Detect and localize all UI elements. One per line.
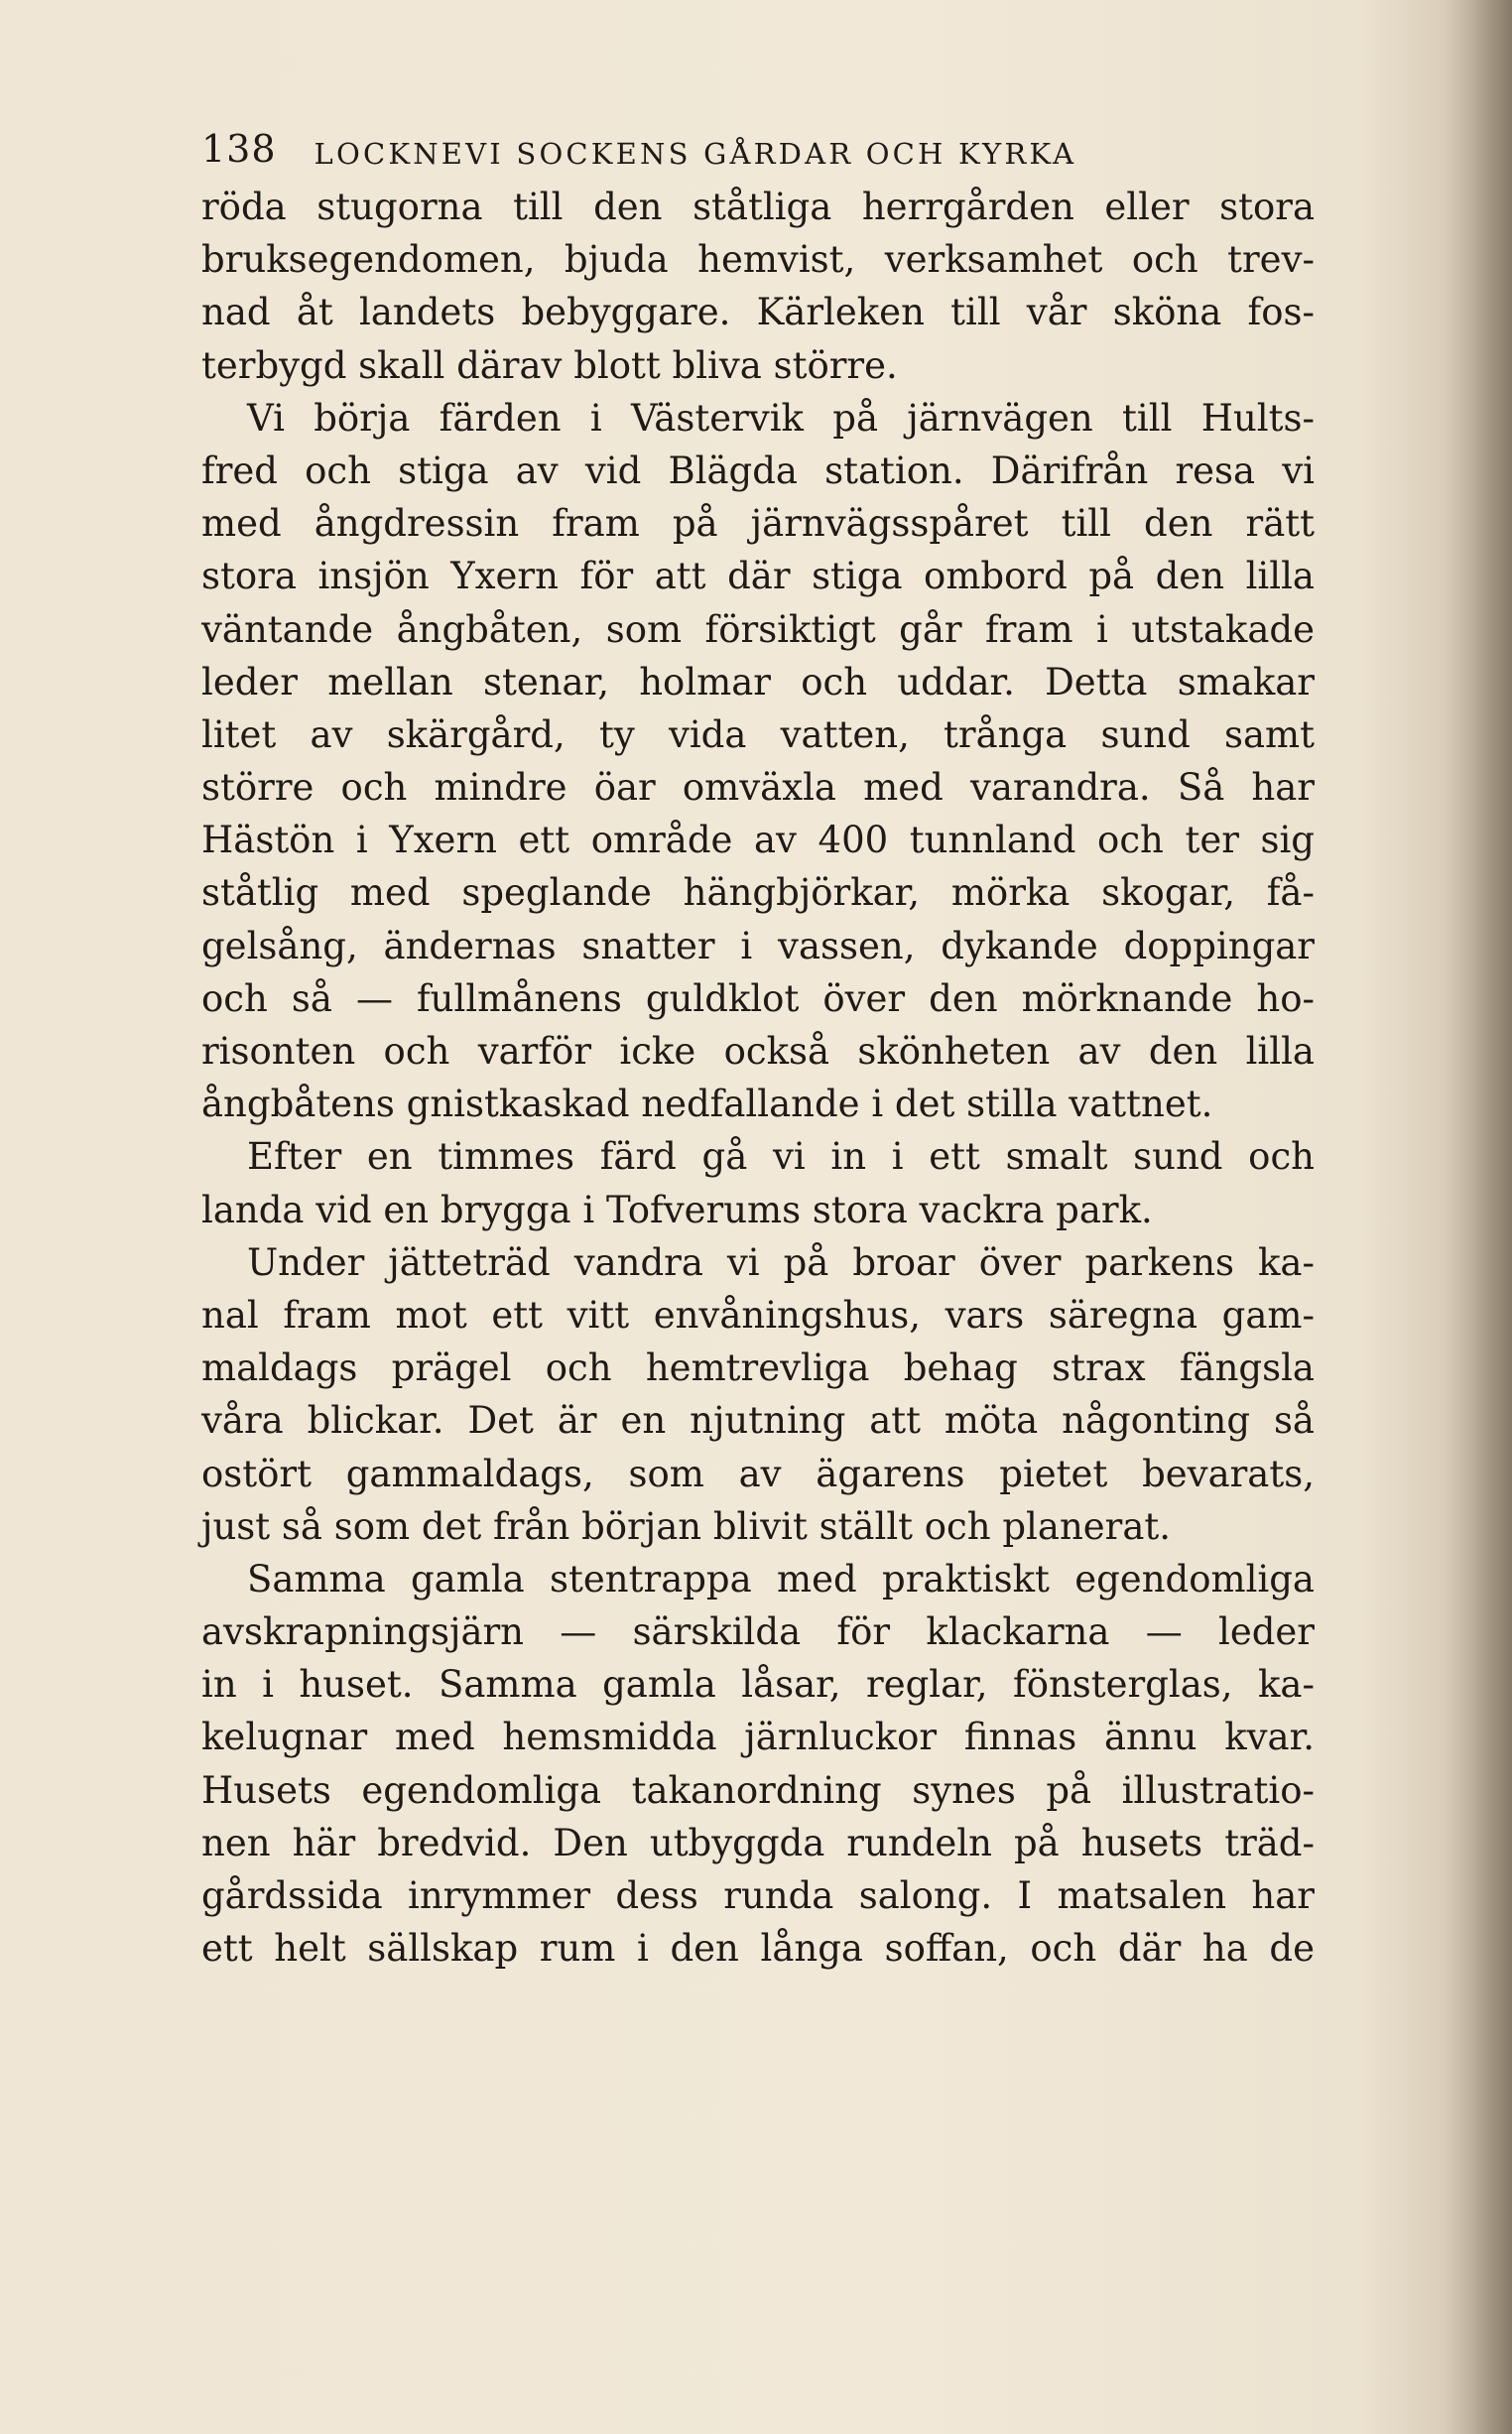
text-line: landa vid en brygga i Tofverums stora vackra park. — [201, 1188, 1153, 1231]
text-line: just så som det från början blivit ställt och planerat. — [201, 1504, 1172, 1548]
text-line: ångbåtens gnistkaskad nedfallande i det stilla vattnet. — [201, 1083, 1213, 1126]
text-line: risonten och varför icke också skönheten av den lilla — [201, 1030, 1315, 1073]
text-block — [201, 95, 1315, 1975]
page-number: 138 — [201, 127, 277, 171]
text-line: med ångdressin fram på järnvägsspåret till den rätt — [201, 502, 1315, 546]
text-line: nad åt landets bebyggare. Kärleken till vår sköna fos- — [201, 291, 1315, 334]
text-line: gårdssida inrymmer dess runda salong. I matsalen har — [201, 1874, 1315, 1917]
text-line: stora insjön Yxern för att där stiga ombord på den lilla — [201, 555, 1315, 598]
text-line: bruksegendomen, bjuda hemvist, verksamhet och trev- — [201, 238, 1315, 282]
text-line: nal fram mot ett vitt envåningshus, vars säregna gam- — [201, 1293, 1315, 1337]
running-head — [201, 95, 1315, 171]
text-line: leder mellan stenar, holmar och uddar. Detta smakar — [201, 660, 1315, 704]
text-line: avskrapningsjärn — särskilda för klackarna — leder — [201, 1610, 1315, 1654]
text-line: ostört gammaldags, som av ägarens pietet bevarats, — [201, 1452, 1315, 1495]
text-line: in i huset. Samma gamla låsar, reglar, fönsterglas, ka- — [201, 1663, 1315, 1707]
text-line: större och mindre öar omväxla med varandra. Så har — [201, 766, 1315, 810]
text-line: gelsång, ändernas snatter i vassen, dykande doppingar — [201, 924, 1315, 967]
text-line: väntande ångbåten, som försiktigt går fram i utstakade — [201, 607, 1315, 651]
paragraph-start-line: Vi börja färden i Västervik på järnvägen till Hults- — [247, 396, 1315, 440]
paragraph-start-line: Under jätteträd vandra vi på broar över parkens ka- — [247, 1240, 1315, 1284]
text-line: ståtlig med speglande hängbjörkar, mörka skogar, få- — [201, 871, 1315, 915]
text-line: litet av skärgård, ty vida vatten, trånga sund samt — [201, 712, 1315, 756]
text-line: Hästön i Yxern ett område av 400 tunnland och ter sig — [201, 819, 1315, 862]
paragraph-start-line: Samma gamla stentrappa med praktiskt egendomliga — [247, 1557, 1315, 1601]
text-line: nen här bredvid. Den utbyggda rundeln på husets träd- — [201, 1821, 1315, 1864]
running-title: LOCKNEVI SOCKENS GÅRDAR OCH KYRKA — [314, 137, 1077, 171]
text-line: kelugnar med hemsmidda järnluckor finnas ännu kvar. — [201, 1716, 1315, 1759]
text-line: och så — fullmånens guldklot över den mörknande ho- — [201, 976, 1315, 1020]
text-line: våra blickar. Det är en njutning att möta någonting så — [201, 1399, 1315, 1443]
text-line: fred och stiga av vid Blägda station. Därifrån resa vi — [201, 448, 1315, 492]
text-line: Husets egendomliga takanordning synes på illustratio- — [201, 1768, 1315, 1812]
text-line: ett helt sällskap rum i den långa soffan, och där ha de — [201, 1927, 1315, 1971]
text-line: röda stugorna till den ståtliga herrgården eller stora — [201, 186, 1315, 228]
page-gutter-shadow — [1443, 0, 1512, 2434]
body-text — [201, 181, 1315, 1975]
text-line: terbygd skall därav blott bliva större. — [201, 343, 898, 387]
text-line: maldags prägel och hemtrevliga behag strax fängsla — [201, 1346, 1315, 1390]
paragraph-start-line: Efter en timmes färd gå vi in i ett smalt sund och — [247, 1135, 1315, 1179]
